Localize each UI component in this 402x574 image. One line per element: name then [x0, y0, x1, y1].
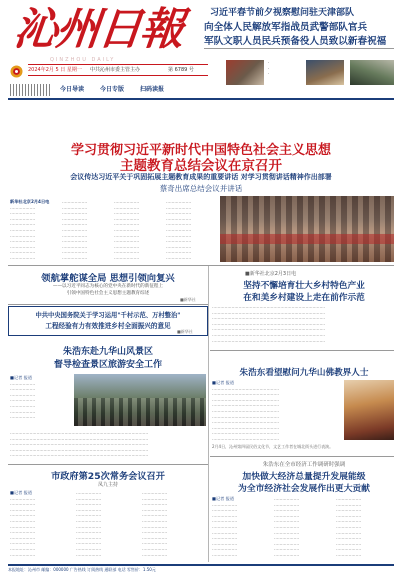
footer-text: 本报地址：沁州市 邮编：000000 广告热线 订阅热线 通联部 电话 零售价：1.50元	[8, 567, 156, 572]
logo-text: 沁州日報	[11, 4, 185, 55]
mid-right-body: ■记者 报道 ………………………………………… ………………………………………… ………………………………………… ………………………………………… ………………………………………… ………………………………………… ………………………………………… ………………………………………… ………………………………………… …………………………………………	[212, 380, 279, 441]
bottom-left-byline: 凤九主持	[97, 482, 118, 488]
bottom-left-body-col-1: ■记者 报道 ……………… ……………… ……………… ……………… ……………… ……………… ……………… ……………… ……………… ……………… ………………	[10, 490, 36, 557]
lead-body-col-3: ……………… ……………… ……………… ……………… ……………… ……………… ……………… ……………… ……………… ……………… ………………	[114, 199, 140, 260]
lead-body-col-1: 新华社北京2月4日电 ……………… ……………… ……………… ……………… ……………… ……………… ……………… ……………… ……………… ………………	[10, 199, 50, 260]
bottom-right-body-col-2: ……………… ……………… ……………… ……………… ……………… ……………… ……………… ……………… ……………… ……………… ………………	[274, 496, 300, 557]
bottom-right-headline-1: 加快做大经济总量提升发展能级	[242, 472, 366, 482]
center-box	[8, 306, 208, 336]
column-divider	[208, 266, 209, 562]
top-news-headline-1: 向全体人民解放军指战员武警部队官兵	[204, 22, 368, 33]
lead-body-col-2: ……………… ……………… ……………… ……………… ……………… ……………… ……………… ……………… ……………… ……………… ………………	[62, 199, 88, 260]
toolbar-item-2[interactable]: 今日专版	[100, 86, 125, 93]
lead-bottom-rule	[8, 265, 394, 266]
mid-right-photo	[344, 380, 394, 440]
bottom-right-body-col-1: ■记者 报道 ……………… ……………… ……………… ……………… ……………… ……………… ……………… ……………… ……………… ………………	[212, 496, 238, 557]
masthead-info-bar	[28, 64, 208, 76]
lead-body-col-4: ……………… ……………… ……………… ……………… ……………… ……………… ……………… ……………… ……………… ……………… ………………	[166, 199, 192, 260]
lead-photo	[220, 196, 394, 262]
bottom-left-body-col-3: ……………… ……………… ……………… ……………… ……………… ……………… ……………… ……………… ……………… ……………… ……………… ………………	[142, 490, 168, 557]
bottom-right-headline-2: 为全市经济社会发展作出更大贡献	[238, 484, 370, 494]
center-box-headline-1: 中共中央国务院关于学习运用"千村示范、万村整治"	[35, 312, 181, 319]
mid-left-body-col-2: ……………………………………………………………………………………… ……………………………………………………………………………………… ……………………………………………………………………………………… ……………………………………………………………………………………… ………………………………………………………………………………………	[10, 430, 149, 458]
mid-left-photo	[74, 374, 206, 426]
top-thumb-text: · · ·	[268, 60, 270, 77]
right-story-headline-2: 在和美乡村建设上走在前作示范	[243, 293, 365, 303]
lead-subhead: 会议传达习近平关于巩固拓展主题教育成果的重要讲话 对学习贯彻讲话精神作出部署	[70, 173, 332, 181]
right-story-kicker: ■新华社北京2月3日电	[245, 271, 297, 277]
left-feature-sub: ——以习近平同志为核心的党中央在新时代的新征程上	[52, 284, 164, 289]
top-news-headline-2: 军队文职人员民兵预备役人员致以新春祝福	[204, 36, 387, 47]
right-story-body: ……………………………………………………………………… ……………………………………………………………………… ……………………………………………………………………… ……………………………………………………………………… ……………………………………………………………………… ……………………………………………………………………… ………………………………………………………………………	[212, 304, 326, 343]
toolbar-item-1[interactable]: 今日导读	[60, 86, 85, 93]
right-story-headline-1: 坚持不懈培育壮大乡村特色产业	[243, 281, 365, 291]
left-feature-source: ■新华社	[180, 297, 196, 302]
mid-left-headline-2: 督导检查景区旅游安全工作	[53, 360, 162, 370]
lead-byline: 蔡奇出席总结会议并讲话	[159, 184, 243, 193]
toolbar	[60, 84, 210, 94]
mid-rule-left	[8, 464, 208, 465]
center-box-headline-2: 工程经验有力有效推进乡村全面振兴的意见	[45, 322, 171, 330]
top-thumb-photo-2	[306, 60, 344, 85]
photo-caption: 2月4日，沁州第四届民俗文化节，文艺工作者在城北街头进行表演。	[212, 444, 334, 449]
bottom-right-body-col-3: ……………… ……………… ……………… ……………… ……………… ……………… ……………… ……………… ……………… ……………… ………………	[336, 496, 362, 557]
top-thumb-photo-3	[350, 60, 394, 85]
footer-rule	[8, 564, 394, 566]
lead-headline-1: 学习贯彻习近平新时代中国特色社会主义思想	[70, 143, 331, 158]
bottom-left-body-col-2: ……………… ……………… ……………… ……………… ……………… ……………… ……………… ……………… ……………… ……………… ……………… ………………	[76, 490, 102, 557]
bottom-left-headline: 市政府第25次常务会议召开	[51, 471, 165, 482]
logo-subtitle: QINZHOU DAILY	[50, 57, 116, 63]
top-thumb-photo	[226, 60, 264, 85]
mid-left-headline-1: 朱浩东赴九华山风景区	[62, 347, 153, 357]
issue-number: 第 6789 号	[168, 67, 194, 73]
left-feature-headline: 领航掌舵谋全局 思想引领向复兴	[41, 273, 175, 284]
bottom-right-kicker: 朱浩东在全市经济工作调研时强调	[262, 462, 346, 468]
masthead-emblem-icon	[10, 63, 23, 76]
qr-code-icon	[10, 84, 50, 96]
mid-left-body-col-1: ■记者 报道 ……………… ……………… ……………… ……………… ……………… ……………… ………………	[10, 375, 36, 420]
mid-rule-right	[210, 456, 394, 457]
top-news-kicker: 习近平春节前夕视察慰问驻天津部队	[210, 8, 355, 18]
center-box-source: ■新华社	[177, 329, 193, 334]
right-story-rule	[210, 350, 394, 351]
publisher-line: 中共沁州市委主管主办	[90, 67, 141, 73]
left-feature-sub-2: 引领中国特色社会主义思想主题教育综述	[66, 291, 150, 296]
mid-right-headline: 朱浩东看望慰问九华山佛教界人士	[239, 368, 369, 378]
masthead-logo	[11, 4, 194, 56]
lead-headline-2: 主题教育总结会议在京召开	[120, 158, 282, 174]
left-feature-rule	[8, 304, 208, 305]
top-news-rule	[204, 48, 394, 49]
toolbar-item-3[interactable]: 扫码读报	[140, 86, 165, 93]
date-line: 2024年2月 5 日 星期一	[28, 67, 82, 73]
masthead-rule	[8, 98, 394, 100]
